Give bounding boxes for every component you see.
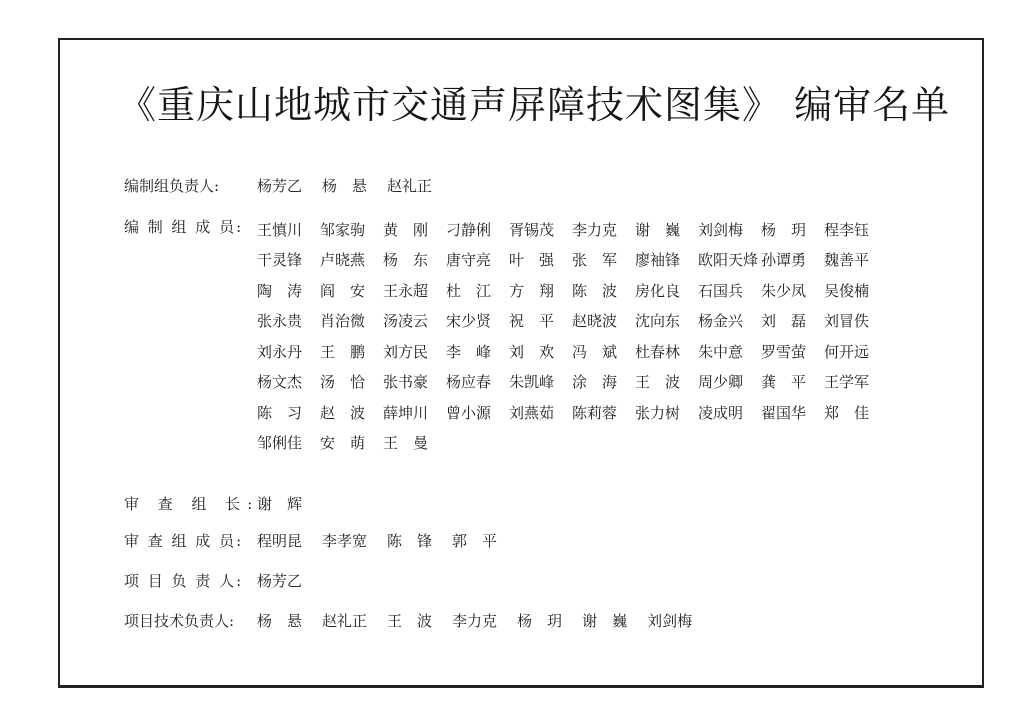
- person-name: 邹家驹: [320, 220, 366, 239]
- person-name: 李孝宽: [322, 532, 368, 550]
- person-name: 廖袖锋: [635, 251, 681, 270]
- person-name: 郑 佳: [824, 403, 870, 422]
- page-title: 《重庆山地城市交通声屏障技术图集》 编审名单: [118, 83, 951, 127]
- person-name: 杨文杰: [257, 373, 303, 392]
- person-name: 朱凯峰: [509, 373, 555, 392]
- person-name: 魏善平: [824, 251, 870, 270]
- person-name: 张力树: [635, 403, 681, 422]
- person-name: 程明昆: [257, 532, 303, 550]
- person-name: 凌成明: [698, 403, 744, 422]
- person-name: 孙谭勇: [761, 251, 807, 270]
- person-name: 赵 波: [320, 403, 366, 422]
- person-name: 王学军: [824, 373, 870, 392]
- members-row: [257, 306, 887, 337]
- person-name: 杨 悬: [257, 612, 303, 630]
- person-name: 汤 恰: [320, 373, 366, 392]
- person-name: 卢晓燕: [320, 251, 366, 270]
- person-name: 陈 波: [572, 281, 618, 300]
- person-name: 汤凌云: [383, 312, 429, 331]
- project-lead-names: [257, 570, 322, 591]
- person-name: 杨 玥: [761, 220, 807, 239]
- person-name: 肖治微: [320, 312, 366, 331]
- person-name: 宋少贤: [446, 312, 492, 331]
- person-name: 吴俊楠: [824, 281, 870, 300]
- person-name: 张书豪: [383, 373, 429, 392]
- person-name: 陶 涛: [257, 281, 303, 300]
- person-name: 叶 强: [509, 251, 555, 270]
- person-name: 房化良: [635, 281, 681, 300]
- compile-leads-label: 编制组负责人:: [124, 177, 220, 195]
- person-name: 赵礼正: [387, 177, 433, 195]
- members-row: [257, 245, 887, 276]
- person-name: 唐守亮: [446, 251, 492, 270]
- person-name: 陈莉蓉: [572, 403, 618, 422]
- person-name: 方 翔: [509, 281, 555, 300]
- project-lead-label: 项 目 负 责 人:: [124, 572, 244, 590]
- person-name: 刘方民: [383, 342, 429, 361]
- person-name: 程李钰: [824, 220, 870, 239]
- person-name: 王 鹏: [320, 342, 366, 361]
- person-name: 刘永丹: [257, 342, 303, 361]
- person-name: 翟国华: [761, 403, 807, 422]
- person-name: 刘剑梅: [647, 612, 693, 630]
- person-name: 杨 东: [383, 251, 429, 270]
- person-name: 杨金兴: [698, 312, 744, 331]
- members-row: [257, 428, 887, 459]
- person-name: 胥锡茂: [509, 220, 555, 239]
- members-row: [257, 336, 887, 367]
- review-members-names: [257, 530, 517, 551]
- person-name: 王 波: [635, 373, 681, 392]
- person-name: 周少卿: [698, 373, 744, 392]
- tech-lead-names: [257, 610, 712, 631]
- person-name: 曾小源: [446, 403, 492, 422]
- person-name: 王永超: [383, 281, 429, 300]
- person-name: 李力克: [452, 612, 498, 630]
- person-name: 罗雪萤: [761, 342, 807, 361]
- person-name: 黄 刚: [383, 220, 429, 239]
- person-name: 张 军: [572, 251, 618, 270]
- person-name: 杨应春: [446, 373, 492, 392]
- tech-lead-label: 项目技术负责人:: [124, 612, 235, 630]
- person-name: 陈 锋: [387, 532, 433, 550]
- person-name: 冯 斌: [572, 342, 618, 361]
- person-name: 朱少凤: [761, 281, 807, 300]
- person-name: 阎 安: [320, 281, 366, 300]
- person-name: 郭 平: [452, 532, 498, 550]
- person-name: 何开远: [824, 342, 870, 361]
- person-name: 石国兵: [698, 281, 744, 300]
- person-name: 王慎川: [257, 220, 303, 239]
- person-name: 刘 欢: [509, 342, 555, 361]
- compile-members-label: 编 制 组 成 员:: [124, 218, 244, 236]
- person-name: 刘冒佚: [824, 312, 870, 331]
- review-members-label: 审 查 组 成 员:: [124, 532, 244, 550]
- person-name: 李力克: [572, 220, 618, 239]
- person-name: 杨 悬: [322, 177, 368, 195]
- person-name: 刘剑梅: [698, 220, 744, 239]
- person-name: 谢 巍: [582, 612, 628, 630]
- person-name: 刁静俐: [446, 220, 492, 239]
- person-name: 刘 磊: [761, 312, 807, 331]
- members-row: [257, 275, 887, 306]
- person-name: 杜春林: [635, 342, 681, 361]
- person-name: 欧阳天烽: [698, 251, 759, 270]
- review-lead-names: [257, 493, 322, 514]
- members-row: [257, 397, 887, 428]
- person-name: 赵晓波: [572, 312, 618, 331]
- members-row: [257, 367, 887, 398]
- person-name: 赵礼正: [322, 612, 368, 630]
- person-name: 朱中意: [698, 342, 744, 361]
- members-row: [257, 214, 887, 245]
- person-name: 祝 平: [509, 312, 555, 331]
- person-name: 杨芳乙: [257, 177, 303, 195]
- person-name: 安 萌: [320, 434, 366, 453]
- person-name: 张永贵: [257, 312, 303, 331]
- compile-members-grid: [257, 214, 887, 458]
- person-name: 谢 辉: [257, 495, 303, 513]
- person-name: 陈 习: [257, 403, 303, 422]
- person-name: 谢 巍: [635, 220, 681, 239]
- person-name: 王 曼: [383, 434, 429, 453]
- person-name: 王 波: [387, 612, 433, 630]
- review-lead-label: 审 查 组 长:: [124, 495, 260, 513]
- person-name: 薛坤川: [383, 403, 429, 422]
- person-name: 干灵锋: [257, 251, 303, 270]
- person-name: 刘燕茹: [509, 403, 555, 422]
- person-name: 邹俐佳: [257, 434, 303, 453]
- person-name: 李 峰: [446, 342, 492, 361]
- person-name: 龚 平: [761, 373, 807, 392]
- person-name: 杨芳乙: [257, 572, 303, 590]
- person-name: 杨 玥: [517, 612, 563, 630]
- person-name: 杜 江: [446, 281, 492, 300]
- compile-leads-names: [257, 175, 452, 196]
- person-name: 沈向东: [635, 312, 681, 331]
- person-name: 涂 海: [572, 373, 618, 392]
